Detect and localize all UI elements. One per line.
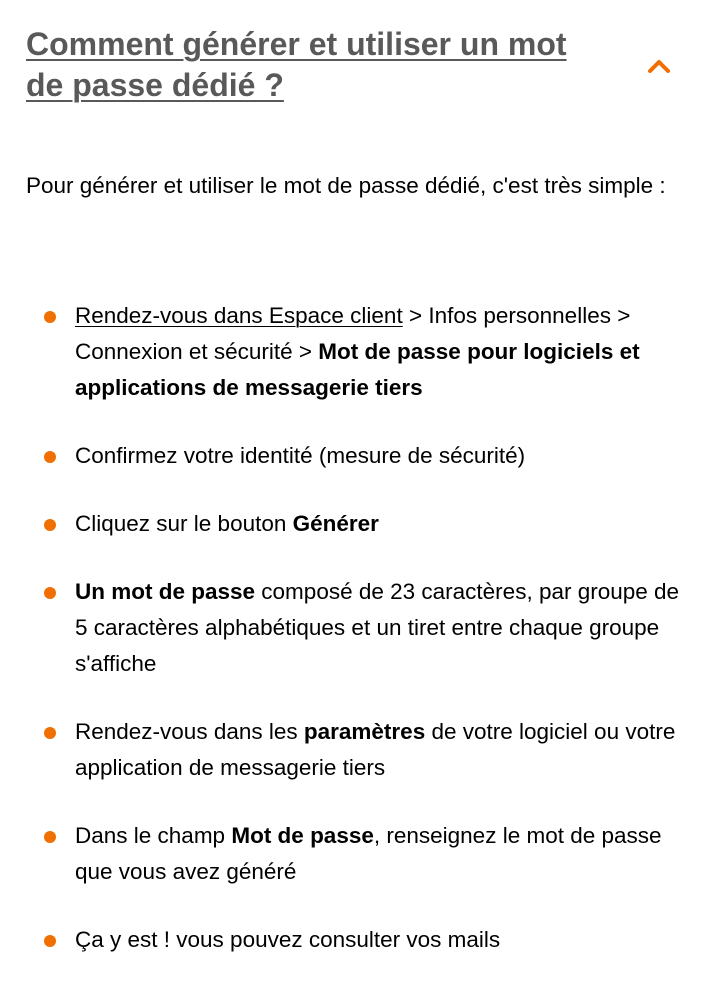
- step-item: [26, 818, 686, 890]
- intro-text: Pour générer et utiliser le mot de passe dédié, c'est très simple :: [26, 173, 666, 198]
- step-text: composé de 23 caractères, par groupe de 5 caractères alphabétiques et un tiret entre chaque groupe s'affiche: [75, 579, 680, 676]
- bullet-icon: [44, 935, 56, 947]
- step-text: > Infos personnelles > Connexion et sécurité >: [75, 303, 631, 364]
- step-text: Cliquez sur le bouton: [75, 511, 293, 536]
- espace-client-link[interactable]: Rendez-vous dans Espace client: [75, 303, 403, 328]
- bullet-icon: [44, 587, 56, 599]
- step-item: [26, 714, 686, 786]
- chevron-up-icon[interactable]: [644, 54, 674, 76]
- step-item: [26, 438, 686, 474]
- step-text: Dans le champ: [75, 823, 232, 848]
- step-item: [26, 506, 686, 542]
- steps-list: [26, 298, 686, 990]
- step-bold-text: Mot de passe pour logiciels et applications de messagerie tiers: [75, 339, 640, 400]
- step-item: [26, 298, 686, 406]
- bullet-icon: [44, 451, 56, 463]
- step-bold-text: Mot de passe: [231, 823, 374, 848]
- bullet-icon: [44, 831, 56, 843]
- step-text: de votre logiciel ou votre application de messagerie tiers: [75, 719, 676, 780]
- step-bold-text: paramètres: [303, 719, 426, 744]
- step-bold-text: Générer: [292, 511, 379, 536]
- step-bold-text: Un mot de passe: [75, 579, 256, 604]
- step-item: [26, 574, 686, 682]
- step-text: Rendez-vous dans les: [75, 719, 304, 744]
- accordion-title[interactable]: Comment générer et utiliser un mot de passe dédié ?: [26, 26, 567, 103]
- step-text: Confirmez votre identité (mesure de sécurité): [75, 443, 526, 468]
- step-text: Ça y est ! vous pouvez consulter vos mails: [75, 927, 501, 952]
- step-text: , renseignez le mot de passe que vous avez généré: [75, 823, 662, 884]
- bullet-icon: [44, 727, 56, 739]
- accordion-header[interactable]: [26, 24, 676, 116]
- step-item: [26, 922, 686, 958]
- bullet-icon: [44, 519, 56, 531]
- bullet-icon: [44, 311, 56, 323]
